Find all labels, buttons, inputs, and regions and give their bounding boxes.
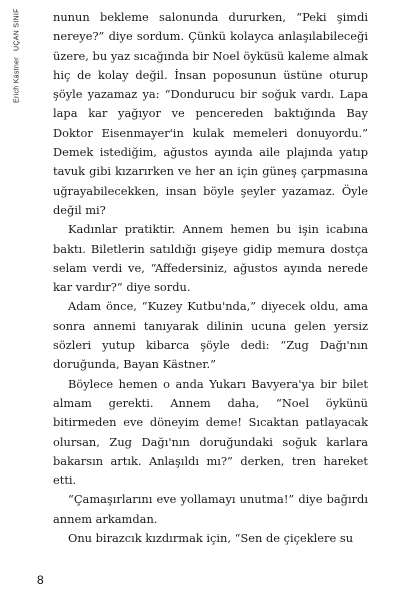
paragraph-1: nunun bekleme salonunda dururken, “Peki şimdi nereye?” diye sordum. Çünkü kolayca anlaşılabileceği üzere, bu yaz sıcağında bir Noel öyküsü kaleme almak hiç de kolay değil. İnsan poposunun üstüne oturup şöyle yazamaz ya: “Dondurucu bir soğuk vardı. Lapa lapa kar yağıyor ve pencereden baktığında Bay Doktor Eisenmayer'in kulak memeleri donuyordu.” Demek istediğim, ağustos ayında aile plajında yatıp tavuk gibi kızarırken ve her an için güneş çarpmasına uğrayabilecekken, insan böyle şeyler yazamaz. Öyle değil mi? — [53, 10, 368, 217]
paragraph-5: “Çamaşırlarını eve yollamayı unutma!” diye bağırdı annem arkamdan. — [53, 492, 368, 526]
running-header-author: Erich Kästner — [13, 56, 21, 103]
running-header — [12, 8, 22, 158]
running-header-title: UÇAN SINIF — [13, 8, 21, 51]
paragraph-6: Onu birazcık kızdırmak için, “Sen de çiçeklere su — [68, 531, 354, 546]
page-number: 8 — [37, 573, 44, 587]
paragraph-4: Böylece hemen o anda Yukarı Bavyera'ya bir bilet almam gerekti. Annem daha, “Noel öykünü bitirmeden eve döneyim deme! Sıcaktan patlayacak olursan, Zug Dağı'nın doruğundaki soğuk karlara bakarsın artık. Anlaşıldı mı?” derken, tren hareket etti. — [53, 376, 368, 488]
paragraph-3: Adam önce, “Kuzey Kutbu'nda,” diyecek oldu, ama sonra annemi tanıyarak dilinin ucuna gelen yersiz sözleri yutup kibarca şöyle dedi: “Zug Dağı'nın doruğunda, Bayan Kästner.” — [53, 299, 368, 372]
body-text — [53, 8, 368, 548]
paragraph-2: Kadınlar pratiktir. Annem hemen bu işin icabına baktı. Biletlerin satıldığı gişeye gidip memura dostça selam verdi ve, “Affedersiniz, ağustos ayında nerede kar vardır?” diye sordu. — [53, 222, 368, 295]
